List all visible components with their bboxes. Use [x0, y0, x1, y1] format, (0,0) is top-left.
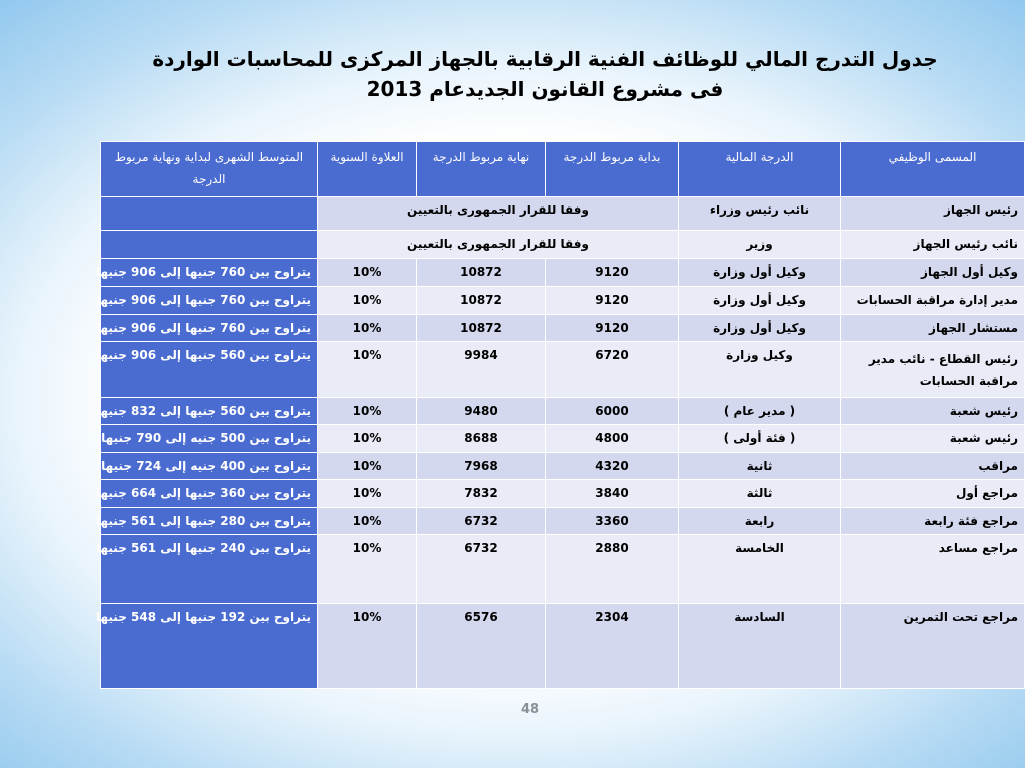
monthly-average-cell: يتراوح بين 560 جنيها إلى 906 جنيها [101, 342, 318, 398]
table-row [101, 508, 1025, 535]
start-salary-cell: 6000 [546, 398, 679, 425]
end-salary-cell: 6732 [417, 535, 546, 604]
grade-cell: وكيل وزارة [679, 342, 841, 398]
end-salary-cell: 10872 [417, 259, 546, 287]
grade-cell: السادسة [679, 604, 841, 689]
annual-raise-cell: 10% [318, 425, 417, 453]
header-start-salary: بداية مربوط الدرجة [546, 142, 679, 197]
appointment-note-cell: وفقا للقرار الجمهورى بالتعيين [318, 231, 679, 259]
monthly-average-cell: يتراوح بين 360 جنيها إلى 664 جنيها [101, 480, 318, 508]
table-row [101, 425, 1025, 453]
job-title-cell: مراجع أول [841, 480, 1025, 508]
job-title-cell: رئيس الجهاز [841, 197, 1025, 231]
header-end-salary: نهاية مربوط الدرجة [417, 142, 546, 197]
job-title-cell: مدير إدارة مراقبة الحسابات [841, 287, 1025, 315]
job-title-cell: وكيل أول الجهاز [841, 259, 1025, 287]
job-title-cell: مراجع مساعد [841, 535, 1025, 604]
monthly-average-cell: يتراوح بين 500 جنيه إلى 790 جنيها [101, 425, 318, 453]
grade-cell: ثانية [679, 453, 841, 480]
start-salary-cell: 3840 [546, 480, 679, 508]
header-annual-raise: العلاوة السنوية [318, 142, 417, 197]
table-row [101, 287, 1025, 315]
job-title-cell: مستشار الجهاز [841, 315, 1025, 342]
job-title-cell: مراقب [841, 453, 1025, 480]
monthly-average-cell [101, 197, 318, 231]
table-row [101, 342, 1025, 398]
monthly-average-cell: يتراوح بين 560 جنيها إلى 832 جنيها [101, 398, 318, 425]
monthly-average-cell: يتراوح بين 280 جنيها إلى 561 جنيها [101, 508, 318, 535]
job-title-cell: رئيس شعبة [841, 398, 1025, 425]
end-salary-cell: 10872 [417, 315, 546, 342]
start-salary-cell: 9120 [546, 287, 679, 315]
header-grade: الدرجة المالية [679, 142, 841, 197]
end-salary-cell: 9480 [417, 398, 546, 425]
end-salary-cell: 9984 [417, 342, 546, 398]
table-row [101, 604, 1025, 689]
table-row [101, 453, 1025, 480]
grade-cell: وكيل أول وزارة [679, 259, 841, 287]
grade-cell: ( مدير عام ) [679, 398, 841, 425]
header-monthly-average: المتوسط الشهرى لبداية ونهاية مربوط الدرجة [101, 142, 318, 197]
grade-cell: رابعة [679, 508, 841, 535]
grade-cell: نائب رئيس وزراء [679, 197, 841, 231]
monthly-average-cell: يتراوح بين 240 جنيها إلى 561 جنيها [101, 535, 318, 604]
table-row [101, 535, 1025, 604]
end-salary-cell: 10872 [417, 287, 546, 315]
start-salary-cell: 4320 [546, 453, 679, 480]
title-line-1: جدول التدرج المالي للوظائف الفنية الرقابية بالجهاز المركزى للمحاسبات الواردة [152, 47, 938, 71]
monthly-average-cell: يتراوح بين 760 جنيها إلى 906 جنيها [101, 259, 318, 287]
grade-cell: الخامسة [679, 535, 841, 604]
end-salary-cell: 7832 [417, 480, 546, 508]
grade-cell: وكيل أول وزارة [679, 287, 841, 315]
header-job-title: المسمى الوظيفي [841, 142, 1025, 197]
monthly-average-cell: يتراوح بين 192 جنيها إلى 548 جنيها [101, 604, 318, 689]
appointment-note-cell: وفقا للقرار الجمهورى بالتعيين [318, 197, 679, 231]
start-salary-cell: 9120 [546, 259, 679, 287]
end-salary-cell: 8688 [417, 425, 546, 453]
grade-cell: وزير [679, 231, 841, 259]
table-row [101, 231, 1025, 259]
annual-raise-cell: 10% [318, 535, 417, 604]
start-salary-cell: 2304 [546, 604, 679, 689]
annual-raise-cell: 10% [318, 398, 417, 425]
annual-raise-cell: 10% [318, 342, 417, 398]
table-row [101, 398, 1025, 425]
end-salary-cell: 7968 [417, 453, 546, 480]
annual-raise-cell: 10% [318, 259, 417, 287]
table-row [101, 259, 1025, 287]
monthly-average-cell: يتراوح بين 760 جنيها إلى 906 جنيها [101, 315, 318, 342]
job-title-cell: نائب رئيس الجهاز [841, 231, 1025, 259]
annual-raise-cell: 10% [318, 315, 417, 342]
annual-raise-cell: 10% [318, 453, 417, 480]
table-row [101, 480, 1025, 508]
start-salary-cell: 4800 [546, 425, 679, 453]
slide-title [120, 44, 970, 104]
end-salary-cell: 6576 [417, 604, 546, 689]
job-title-cell: مراجع فئة رابعة [841, 508, 1025, 535]
start-salary-cell: 9120 [546, 315, 679, 342]
monthly-average-cell: يتراوح بين 400 جنيه إلى 724 جنيها [101, 453, 318, 480]
job-title-cell: مراجع تحت التمرين [841, 604, 1025, 689]
grade-cell: ( فئة أولى ) [679, 425, 841, 453]
monthly-average-cell [101, 231, 318, 259]
annual-raise-cell: 10% [318, 480, 417, 508]
table-row [101, 197, 1025, 231]
grade-cell: ثالثة [679, 480, 841, 508]
annual-raise-cell: 10% [318, 287, 417, 315]
page-number: 48 [520, 702, 540, 717]
salary-scale-table [95, 141, 1025, 689]
table-header-row [101, 142, 1025, 197]
start-salary-cell: 3360 [546, 508, 679, 535]
monthly-average-cell: يتراوح بين 760 جنيها إلى 906 جنيها [101, 287, 318, 315]
job-title-cell: رئيس القطاع - نائب مدير مراقبة الحسابات [841, 342, 1025, 398]
grade-cell: وكيل أول وزارة [679, 315, 841, 342]
job-title-cell: رئيس شعبة [841, 425, 1025, 453]
start-salary-cell: 2880 [546, 535, 679, 604]
end-salary-cell: 6732 [417, 508, 546, 535]
title-line-2: فى مشروع القانون الجديدعام 2013 [366, 77, 724, 101]
start-salary-cell: 6720 [546, 342, 679, 398]
annual-raise-cell: 10% [318, 604, 417, 689]
annual-raise-cell: 10% [318, 508, 417, 535]
table-row [101, 315, 1025, 342]
